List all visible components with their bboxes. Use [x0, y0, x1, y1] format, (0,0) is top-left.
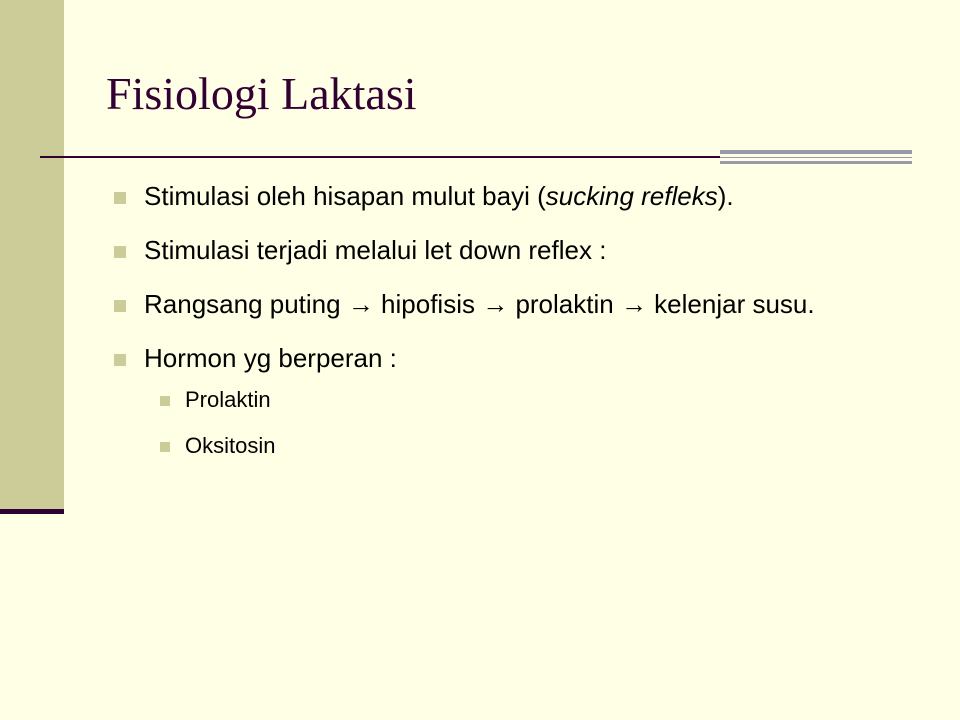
sub-bullet-item	[110, 431, 870, 461]
sub-bullet-item	[110, 385, 870, 415]
bullet-text: Rangsang puting	[144, 289, 348, 319]
bullet-text: Stimulasi oleh hisapan mulut bayi (	[144, 181, 546, 211]
side-bar	[0, 0, 64, 511]
bullet-text: hipofisis	[373, 289, 483, 319]
bullet-text: Hormon yg berperan :	[144, 343, 397, 373]
side-bar-accent	[0, 509, 64, 514]
bullet-item	[110, 340, 870, 377]
square-bullet-icon	[114, 192, 126, 204]
title-underline-accent	[720, 150, 912, 164]
slide-title: Fisiologi Laktasi	[106, 68, 417, 119]
bullet-text: kelenjar susu.	[646, 289, 815, 319]
bullet-text: ).	[717, 181, 734, 211]
square-bullet-icon	[160, 396, 170, 406]
sub-bullet-text: Prolaktin	[185, 387, 271, 412]
bullet-text: Stimulasi terjadi melalui let down reflex :	[144, 235, 607, 265]
square-bullet-icon	[114, 246, 126, 258]
bullet-item	[110, 232, 870, 269]
sub-bullet-list	[110, 385, 870, 461]
bullet-text: prolaktin	[508, 289, 621, 319]
square-bullet-icon	[114, 354, 126, 366]
square-bullet-icon	[160, 442, 170, 452]
arrow-right-icon: →	[482, 289, 509, 319]
bullet-text-italic: sucking refleks	[545, 181, 718, 211]
sub-bullet-text: Oksitosin	[185, 433, 276, 458]
arrow-right-icon: →	[620, 289, 647, 319]
bullet-item	[110, 286, 870, 323]
square-bullet-icon	[114, 300, 126, 312]
slide-content	[110, 178, 870, 477]
arrow-right-icon: →	[347, 289, 374, 319]
bullet-item	[110, 178, 870, 215]
